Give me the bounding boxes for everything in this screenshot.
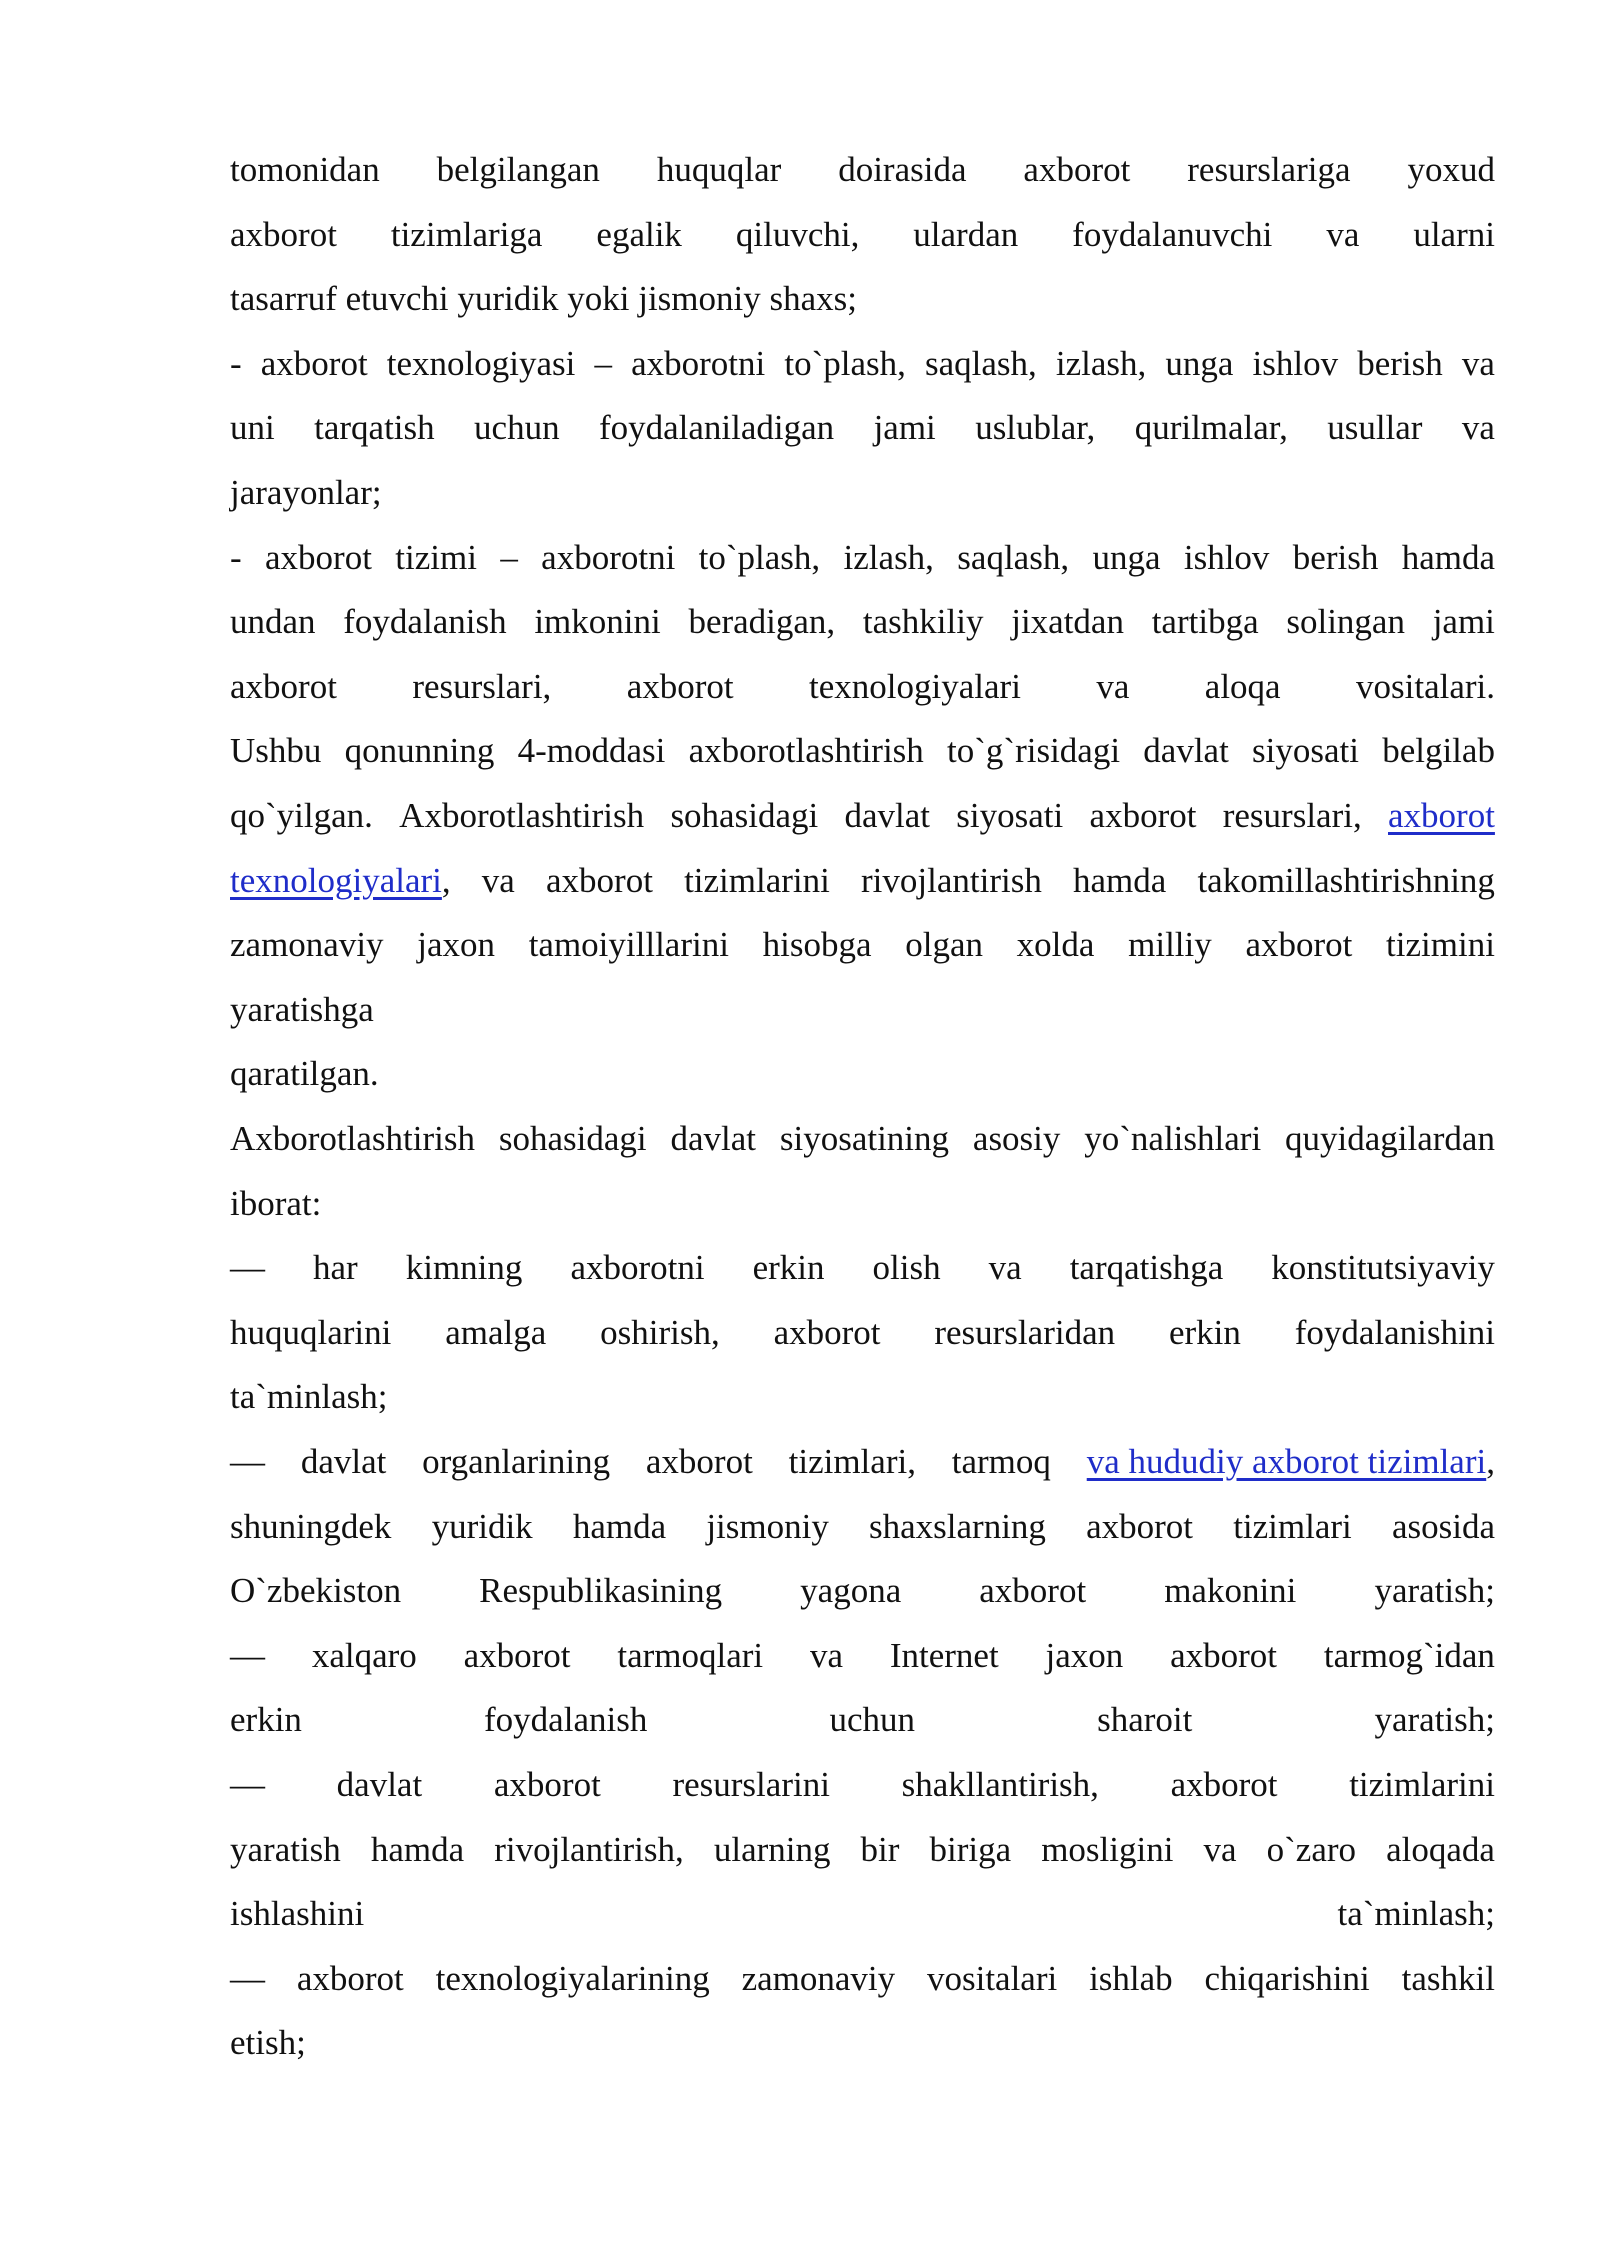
word: unga	[1165, 343, 1234, 383]
word: axborot	[493, 1765, 601, 1804]
word: resurslari,	[1222, 796, 1362, 835]
word: beradigan,	[688, 602, 836, 642]
word: uni	[230, 408, 275, 448]
word: axborot	[1089, 796, 1197, 835]
word: axborot	[773, 1312, 881, 1352]
word: rivojlantirish,	[494, 1829, 684, 1869]
word: yaratish;	[1374, 1571, 1495, 1611]
word: ta`minlash;	[1337, 1894, 1495, 1934]
word: ulardan	[913, 214, 1019, 254]
word: huquqlar	[656, 150, 782, 189]
word: asosiy	[972, 1119, 1061, 1158]
word: axborot	[645, 1442, 753, 1481]
word: shuningdek	[230, 1506, 392, 1546]
word-with-link	[1388, 791, 1495, 841]
word: Axborotlashtirish	[230, 1119, 475, 1158]
word: sharoit	[1097, 1700, 1193, 1740]
word: uchun	[474, 408, 560, 448]
word: biriga	[929, 1829, 1012, 1869]
word: texnologiyasi	[386, 343, 576, 383]
word: organlarining	[422, 1442, 611, 1481]
word: va	[1326, 214, 1360, 254]
word: yagona	[800, 1571, 902, 1611]
word: va	[481, 860, 515, 900]
word: texnologiyalarining	[435, 1958, 710, 1998]
word: ishlashini	[230, 1894, 365, 1934]
word: egalik	[596, 214, 682, 254]
word: ishlab	[1089, 1958, 1173, 1998]
text-line	[230, 856, 1495, 906]
word: axborot	[1170, 1635, 1278, 1675]
word: foydalanish	[484, 1700, 648, 1740]
text-line	[230, 1308, 1495, 1358]
word: ularning	[713, 1829, 831, 1869]
word: tizimlari,	[788, 1442, 916, 1481]
word: jixatdan	[1011, 602, 1124, 642]
word: Axborotlashtirish	[399, 796, 645, 835]
word: shakllantirish,	[901, 1765, 1099, 1804]
text-line	[230, 145, 1495, 195]
word: yaratish;	[1374, 1700, 1495, 1740]
word: axborot	[1023, 150, 1131, 189]
word: 4-moddasi	[517, 731, 666, 771]
text-line	[230, 1889, 1495, 1939]
word: milliy	[1128, 925, 1212, 965]
word: undan	[230, 602, 316, 642]
word: qaratilgan.	[230, 1054, 379, 1094]
text-line	[230, 1695, 1495, 1745]
word: tizimi	[395, 537, 477, 577]
word: davlat	[844, 796, 931, 835]
word: hamda	[1401, 537, 1495, 577]
word: asosida	[1391, 1506, 1495, 1546]
word: axborot	[296, 1958, 404, 1998]
word: axborot	[1086, 1506, 1194, 1546]
hyperlink[interactable]: texnologiyalari	[230, 860, 442, 900]
word: yaratish	[230, 1829, 341, 1869]
text-line	[230, 468, 1495, 518]
word: davlat	[1143, 731, 1229, 771]
word: hisobga	[762, 925, 872, 965]
word: sohasidagi	[670, 796, 819, 835]
word: tizimlari	[1233, 1506, 1352, 1546]
word: qo`yilgan.	[230, 796, 373, 835]
word: har	[313, 1248, 358, 1288]
word: solingan	[1286, 602, 1405, 642]
word: qonunning	[344, 731, 495, 771]
word: axborotlashtirish	[688, 731, 924, 771]
word: belgilangan	[436, 150, 600, 189]
word: jami	[873, 408, 936, 448]
word: va	[1203, 1829, 1237, 1869]
word: Internet	[889, 1635, 999, 1675]
word: berish	[1292, 537, 1379, 577]
word: saqlash,	[957, 537, 1070, 577]
word: chiqarishini	[1204, 1958, 1370, 1998]
word: axborot	[979, 1571, 1087, 1611]
word: quyidagilardan	[1285, 1119, 1495, 1158]
word: foydalanishini	[1294, 1312, 1495, 1352]
word: makonini	[1164, 1571, 1297, 1611]
word: –	[500, 537, 518, 577]
word: resurslariga	[1187, 150, 1351, 189]
word: axborot	[1245, 925, 1353, 965]
word: tarqatish	[314, 408, 435, 448]
word: takomillashtirishning	[1197, 860, 1495, 900]
word: axborot	[463, 1635, 571, 1675]
word-with-link	[1087, 1437, 1495, 1487]
word: jaxon	[417, 925, 496, 965]
word: izlash,	[1055, 343, 1147, 383]
word: axborot	[546, 860, 653, 900]
word: mosligini	[1041, 1829, 1174, 1869]
word: to`g`risidagi	[947, 731, 1121, 771]
word: tarmoqlari	[617, 1635, 764, 1675]
word: axborot	[265, 537, 372, 577]
word: jismoniy	[706, 1506, 829, 1546]
word: tomonidan	[230, 150, 380, 189]
word: uslublar,	[975, 408, 1096, 448]
text-line	[230, 597, 1495, 647]
word: saqlash,	[924, 343, 1037, 383]
text-line	[230, 662, 1495, 712]
word: axborotni	[570, 1248, 705, 1288]
word: bir	[860, 1829, 900, 1869]
word-with-link	[230, 856, 451, 906]
word: qurilmalar,	[1134, 408, 1288, 448]
punctuation: ,	[441, 860, 451, 900]
word: yaratishga	[230, 989, 374, 1029]
word: va	[1461, 408, 1495, 448]
text-line	[230, 210, 1495, 260]
word: axborot	[1170, 1765, 1278, 1804]
text-line	[230, 1566, 1495, 1616]
word: xalqaro	[311, 1635, 417, 1675]
word: yuridik	[431, 1506, 533, 1546]
word: —	[230, 1635, 265, 1675]
text-line	[230, 920, 1495, 970]
word: tamoiyilllarini	[528, 925, 729, 965]
text-line	[230, 2018, 1495, 2068]
word: ishlov	[1252, 343, 1339, 383]
word: tizimlarini	[1349, 1765, 1495, 1804]
word: to`plash,	[784, 343, 906, 383]
word: shaxslarning	[869, 1506, 1046, 1546]
word: siyosati	[1252, 731, 1359, 771]
text-line	[230, 1631, 1495, 1681]
word: resurslarini	[672, 1765, 830, 1804]
word: va	[988, 1248, 1022, 1288]
word: tizimini	[1386, 925, 1495, 965]
word: iborat:	[230, 1183, 322, 1223]
word: amalga	[445, 1312, 547, 1352]
word: to`plash,	[698, 537, 821, 577]
word: doirasida	[838, 150, 967, 189]
word: –	[594, 343, 612, 383]
text-line	[230, 339, 1495, 389]
word: axborot	[230, 214, 337, 254]
word: va	[1096, 666, 1130, 706]
word: izlash,	[843, 537, 934, 577]
word: ularni	[1413, 214, 1495, 254]
word: siyosati	[956, 796, 1064, 835]
word: zamonaviy	[741, 1958, 896, 1998]
word: tarmog`idan	[1323, 1635, 1495, 1675]
word: —	[230, 1765, 265, 1804]
word: kimning	[405, 1248, 523, 1288]
word: aloqada	[1386, 1829, 1495, 1869]
word: —	[230, 1958, 265, 1998]
word: hamda	[1073, 860, 1167, 900]
word: foydalaniladigan	[598, 408, 835, 448]
text-line	[230, 1954, 1495, 2004]
word: o`zaro	[1266, 1829, 1357, 1869]
word: yoxud	[1407, 150, 1495, 189]
text-line	[230, 1049, 1495, 1099]
word: etish;	[230, 2023, 306, 2063]
word: tarmoq	[951, 1442, 1051, 1481]
word: belgilab	[1382, 731, 1495, 771]
word: tashkiliy	[862, 602, 984, 642]
text-line	[230, 1825, 1495, 1875]
text-line	[230, 403, 1495, 453]
text-line	[230, 274, 1495, 324]
word: huquqlarini	[230, 1312, 392, 1352]
word: konstitutsiyaviy	[1271, 1248, 1495, 1288]
text-line	[230, 1179, 1495, 1229]
text-line	[230, 791, 1495, 841]
text-line	[230, 1760, 1495, 1810]
word: axborot	[260, 343, 368, 383]
word: foydalanish	[343, 602, 507, 642]
word: va	[1461, 343, 1495, 383]
word: davlat	[336, 1765, 423, 1804]
hyperlink[interactable]: va hududiy axborot tizimlari	[1086, 1442, 1487, 1481]
word: olish	[872, 1248, 941, 1288]
text-line	[230, 533, 1495, 583]
word: imkonini	[534, 602, 661, 642]
word: oshirish,	[600, 1312, 720, 1352]
text-line	[230, 985, 1495, 1035]
word: -	[230, 343, 242, 383]
word: jarayonlar;	[230, 473, 382, 512]
word: davlat	[670, 1119, 756, 1158]
word: tizimlarini	[684, 860, 830, 900]
word: Ushbu	[230, 731, 322, 771]
word: rivojlantirish	[861, 860, 1042, 900]
word: O`zbekiston	[230, 1571, 402, 1611]
word: va	[809, 1635, 844, 1675]
word: sohasidagi	[498, 1119, 647, 1158]
text-line	[230, 1243, 1495, 1293]
word: tasarruf etuvchi yuridik yoki jismoniy shaxs;	[230, 279, 857, 319]
word: axborotni	[631, 343, 766, 383]
word: xolda	[1016, 925, 1095, 965]
word: —	[230, 1248, 265, 1288]
word: olgan	[905, 925, 983, 965]
text-line	[230, 1437, 1495, 1487]
word: ta`minlash;	[230, 1377, 388, 1417]
word: tizimlariga	[390, 214, 543, 254]
word: vositalari	[926, 1958, 1058, 1998]
word: resurslari,	[412, 666, 552, 706]
word: ishlov	[1183, 537, 1270, 577]
word: uchun	[829, 1700, 915, 1740]
word: axborot	[230, 666, 337, 706]
word: axborotni	[541, 537, 676, 577]
word: yo`nalishlari	[1084, 1119, 1262, 1158]
word: tashkil	[1401, 1958, 1495, 1998]
word: foydalanuvchi	[1072, 214, 1273, 254]
word: resurslaridan	[934, 1312, 1116, 1352]
word: davlat	[300, 1442, 387, 1481]
word: jaxon	[1045, 1635, 1124, 1675]
word: Respublikasining	[479, 1571, 723, 1611]
text-line	[230, 726, 1495, 776]
word: axborot	[626, 666, 734, 706]
word: berish	[1357, 343, 1443, 383]
hyperlink[interactable]: axborot	[1388, 796, 1495, 835]
word: vositalari.	[1356, 666, 1495, 706]
word: zamonaviy	[230, 925, 384, 965]
word: aloqa	[1204, 666, 1281, 706]
word: siyosatining	[779, 1119, 950, 1158]
word: -	[230, 537, 242, 577]
word: texnologiyalari	[809, 666, 1021, 706]
word: hamda	[370, 1829, 465, 1869]
punctuation: ,	[1486, 1442, 1495, 1481]
text-line	[230, 1372, 1495, 1422]
word: jami	[1432, 602, 1495, 642]
word: unga	[1092, 537, 1161, 577]
text-line	[230, 1502, 1495, 1552]
word: erkin	[752, 1248, 825, 1288]
word: hamda	[572, 1506, 667, 1546]
word: tarqatishga	[1069, 1248, 1224, 1288]
word: tartibga	[1151, 602, 1259, 642]
word: qiluvchi,	[735, 214, 860, 254]
word: —	[230, 1442, 265, 1481]
word: erkin	[230, 1700, 302, 1740]
word: usullar	[1327, 408, 1423, 448]
word: erkin	[1168, 1312, 1241, 1352]
text-line	[230, 1114, 1495, 1164]
